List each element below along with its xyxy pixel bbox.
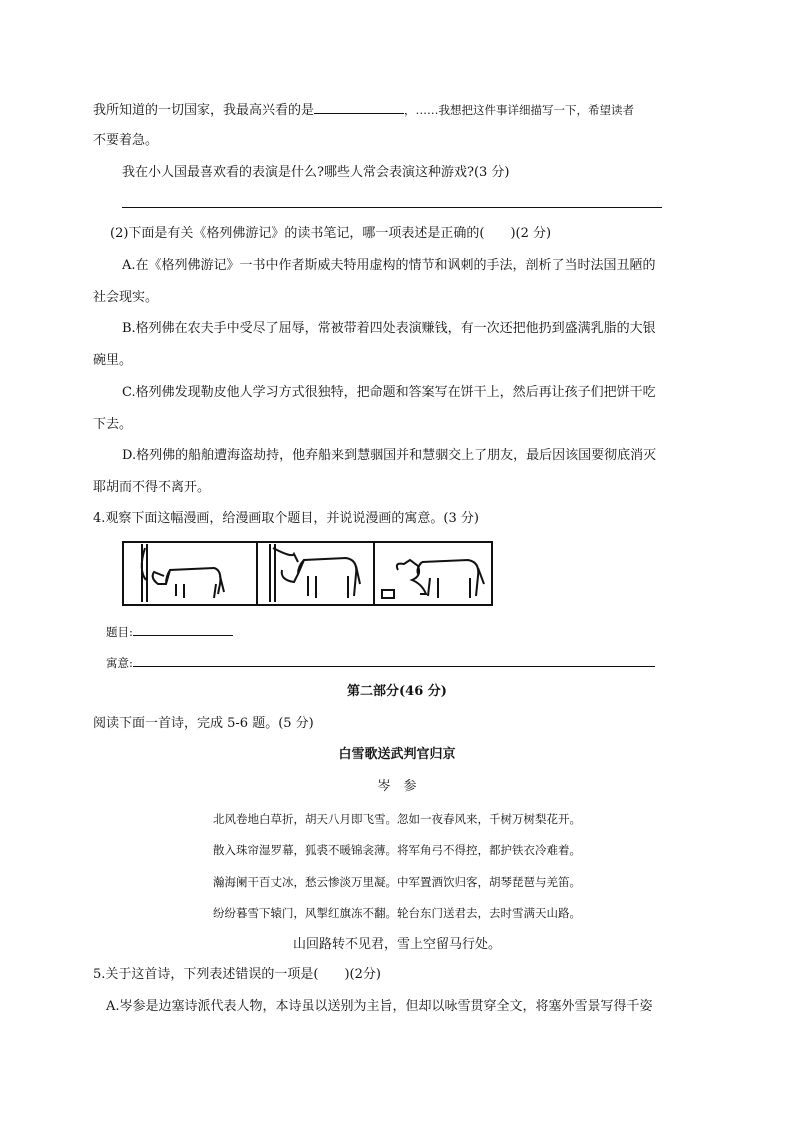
q3-2-stem: (2)下面是有关《格列佛游记》的读书笔记，哪一项表述是正确的( )(2 分) (110, 226, 552, 241)
option-b-line2: 碗里。 (93, 353, 133, 368)
poem-line-4: 纷纷暮雪下辕门，风掣红旗冻不翻。轮台东门送君去，去时雪满天山路。 (213, 906, 581, 920)
q4-stem: 4.观察下面这幅漫画，给漫画取个题目，并说说漫画的寓意。(3 分) (93, 511, 479, 526)
q3-line1-a: 我所知道的一切国家，我最高兴看的是 (93, 103, 315, 118)
q3-question: 我在小人国最喜欢看的表演是什么?哪些人常会表演这种游戏?(3 分) (122, 165, 510, 180)
q3-answer-line[interactable] (122, 207, 662, 208)
q4-meaning-label: 寓意: (106, 656, 133, 670)
option-c-line2: 下去。 (93, 417, 133, 432)
comic-panel-3 (382, 560, 484, 598)
part2-intro: 阅读下面一首诗，完成 5-6 题。(5 分) (93, 716, 314, 731)
q5-stem: 5.关于这首诗，下列表述错误的一项是( )(2分) (93, 967, 381, 982)
part2-heading: 第二部分(46 分) (347, 684, 447, 699)
comic-panel-1 (142, 544, 224, 602)
q4-meaning-blank[interactable] (133, 653, 655, 667)
option-a-line1: A.在《格列佛游记》一书中作者斯威夫特用虚构的情节和讽刺的手法，剖析了当时法国丑陋的 (122, 258, 656, 273)
q3-line2: 不要着急。 (93, 133, 159, 148)
q3-answer-blank[interactable] (314, 100, 404, 114)
q5-option-a-line1: A.岑参是边塞诗派代表人物，本诗虽以送别为主旨，但却以咏雪贯穿全文，将塞外雪景写得千姿 (106, 999, 653, 1014)
q4-title-row (106, 622, 233, 641)
option-a-line2: 社会现实。 (93, 290, 159, 305)
q4-title-label: 题目: (106, 625, 133, 639)
q4-title-blank[interactable] (133, 622, 233, 636)
poem-last-line: 山回路转不见君，雪上空留马行处。 (292, 937, 501, 952)
poem-line-2: 散入珠帘湿罗幕，狐裘不暖锦衾薄。将军角弓不得控，都护铁衣冷难着。 (213, 843, 581, 857)
q3-line1-b: ，……我想把这件事详细描写一下，希望读者 (404, 103, 635, 117)
q3-line1 (93, 100, 634, 120)
q4-meaning-row (106, 653, 655, 672)
comic-strip (122, 540, 494, 608)
poem-line-3: 瀚海阑干百丈冰，愁云惨淡万里凝。中军置酒饮归客，胡琴琵琶与羌笛。 (213, 875, 581, 889)
comic-panel-2 (270, 544, 360, 602)
option-d-line1: D.格列佛的船舶遭海盗劫持，他弃船来到慧骃国并和慧骃交上了朋友，最后因该国要彻底消灭 (122, 448, 657, 463)
option-c-line1: C.格列佛发现勒皮他人学习方式很独特，把命题和答案写在饼干上，然后再让孩子们把饼干吃 (122, 385, 656, 400)
poem-line-1: 北风卷地白草折，胡天八月即飞雪。忽如一夜春风来，千树万树梨花开。 (213, 812, 581, 826)
poem-title: 白雪歌送武判官归京 (338, 747, 456, 762)
option-b-line1: B.格列佛在农夫手中受尽了屈辱，常被带着四处表演赚钱，有一次还把他扔到盛满乳脂的大银 (122, 321, 656, 336)
option-d-line2: 耶胡而不得不离开。 (93, 480, 211, 495)
poem-author: 岑 参 (377, 779, 417, 794)
